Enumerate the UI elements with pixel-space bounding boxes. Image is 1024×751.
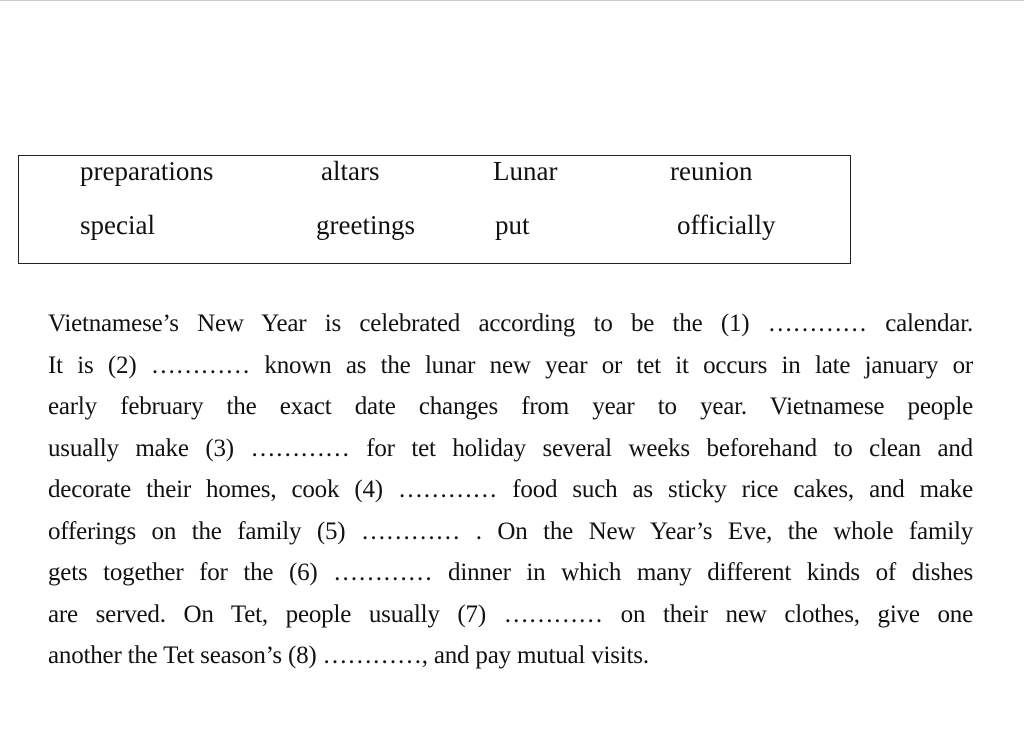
word-bank-word: greetings <box>316 210 415 240</box>
word-bank-word: officially <box>677 210 776 240</box>
word-bank-word: altars <box>321 156 380 186</box>
word-bank-word: reunion <box>670 156 753 186</box>
passage-line: offerings on the family (5) ………… . On the New Year’s Eve, the whole family <box>48 517 973 545</box>
word-bank-word: Lunar <box>493 156 558 186</box>
passage-line: usually make (3) ………… for tet holiday several weeks beforehand to clean and <box>48 434 973 462</box>
passage-line: It is (2) ………… known as the lunar new year or tet it occurs in late january or <box>48 351 973 379</box>
word-bank-word: special <box>80 210 155 240</box>
word-bank-word: preparations <box>80 156 214 186</box>
passage-line: early february the exact date changes from year to year. Vietnamese people <box>48 393 973 420</box>
passage-line: gets together for the (6) ………… dinner in which many different kinds of dishes <box>48 559 973 586</box>
passage-line: decorate their homes, cook (4) ………… food such as sticky rice cakes, and make <box>48 476 973 503</box>
top-divider <box>0 0 1024 1</box>
passage-line: another the Tet season’s (8) …………, and pay mutual visits. <box>48 642 649 669</box>
cloze-passage <box>48 303 973 677</box>
passage-line: are served. On Tet, people usually (7) ………… on their new clothes, give one <box>48 600 973 628</box>
passage-line: Vietnamese’s New Year is celebrated according to be the (1) ………… calendar. <box>48 310 973 337</box>
word-bank-word: put <box>495 210 530 240</box>
